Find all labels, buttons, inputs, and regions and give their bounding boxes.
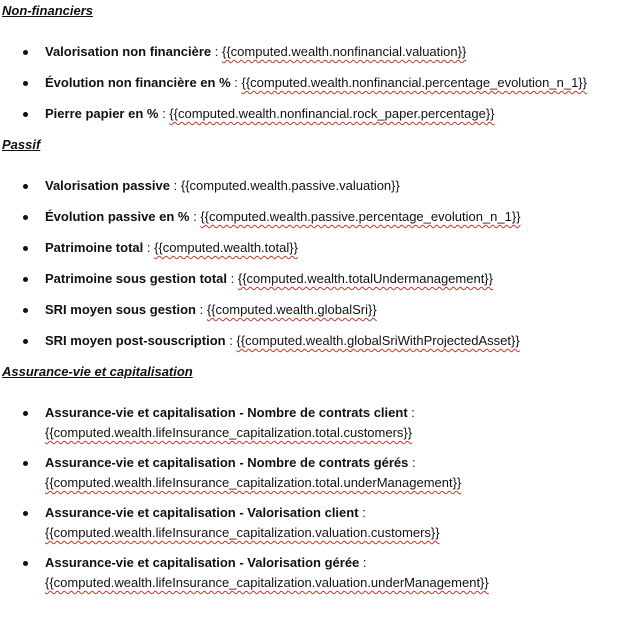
item-separator: :: [408, 455, 420, 470]
item-label: Assurance-vie et capitalisation - Nombre de contrats client: [45, 405, 408, 420]
item-label: Valorisation passive: [45, 178, 171, 193]
item-label: Pierre papier en %: [45, 106, 159, 121]
item-separator: :: [170, 178, 181, 193]
section-heading-nonfinancial: Non-financiers: [2, 3, 94, 18]
item-separator: :: [358, 505, 370, 520]
document-page: [0, 1, 636, 623]
item-separator: :: [359, 555, 371, 570]
item-variable: {{computed.wealth.total}}: [154, 240, 298, 255]
item-label: Patrimoine total: [45, 240, 144, 255]
item-variable: {{computed.wealth.globalSri}}: [206, 302, 377, 317]
item-separator: :: [143, 240, 155, 255]
item-label: SRI moyen sous gestion: [45, 302, 196, 317]
item-variable: {{computed.wealth.nonfinancial.rock_paper.percentage}}: [169, 106, 495, 121]
item-label: SRI moyen post-souscription: [45, 333, 226, 348]
item-label: Évolution non financière en %: [45, 75, 231, 90]
item-label: Valorisation non financière: [45, 44, 212, 59]
item-variable: {{computed.wealth.totalUndermanagement}}: [237, 271, 493, 286]
item-separator: :: [211, 44, 222, 59]
insurance-list: [2, 403, 632, 593]
list-item: [2, 269, 632, 289]
item-variable: {{computed.wealth.lifeInsurance_capitalization.total.customers}}: [45, 425, 413, 440]
item-separator: :: [158, 106, 170, 121]
nonfinancial-list: [2, 42, 632, 124]
item-label: Patrimoine sous gestion total: [45, 271, 228, 286]
item-variable: {{computed.wealth.lifeInsurance_capitalization.valuation.customers}}: [45, 525, 440, 540]
item-variable: {{computed.wealth.nonfinancial.valuation}}: [222, 44, 467, 59]
passive-list: [2, 176, 632, 351]
item-separator: :: [195, 302, 207, 317]
item-label: Assurance-vie et capitalisation - Nombre de contrats gérés: [45, 455, 409, 470]
list-item: [2, 104, 632, 124]
list-item: [2, 300, 632, 320]
list-item: [2, 73, 632, 93]
list-item: [2, 42, 632, 62]
list-item: [2, 553, 632, 593]
item-variable: {{computed.wealth.globalSriWithProjectedAsset}}: [236, 333, 520, 348]
item-separator: :: [227, 271, 238, 286]
item-separator: :: [230, 75, 242, 90]
item-separator: :: [189, 209, 201, 224]
item-variable: {{computed.wealth.nonfinancial.percentage_evolution_n_1}}: [241, 75, 587, 90]
list-item: [2, 403, 632, 443]
section-heading-passive: Passif: [2, 137, 41, 152]
list-item: [2, 453, 632, 493]
list-item: [2, 238, 632, 258]
list-item: [2, 207, 632, 227]
item-variable: {{computed.wealth.passive.valuation}}: [180, 178, 400, 193]
item-variable: {{computed.wealth.lifeInsurance_capitalization.valuation.underManagement}}: [45, 575, 489, 590]
item-label: Assurance-vie et capitalisation - Valorisation gérée: [45, 555, 360, 570]
list-item: [2, 331, 632, 351]
item-separator: :: [225, 333, 237, 348]
list-item: [2, 176, 632, 196]
item-separator: :: [407, 405, 419, 420]
item-variable: {{computed.wealth.passive.percentage_evolution_n_1}}: [200, 209, 521, 224]
item-variable: {{computed.wealth.lifeInsurance_capitalization.total.underManagement}}: [45, 475, 462, 490]
section-heading-insurance: Assurance-vie et capitalisation: [2, 364, 193, 379]
item-label: Évolution passive en %: [45, 209, 190, 224]
item-label: Assurance-vie et capitalisation - Valorisation client: [45, 505, 359, 520]
list-item: [2, 503, 632, 543]
